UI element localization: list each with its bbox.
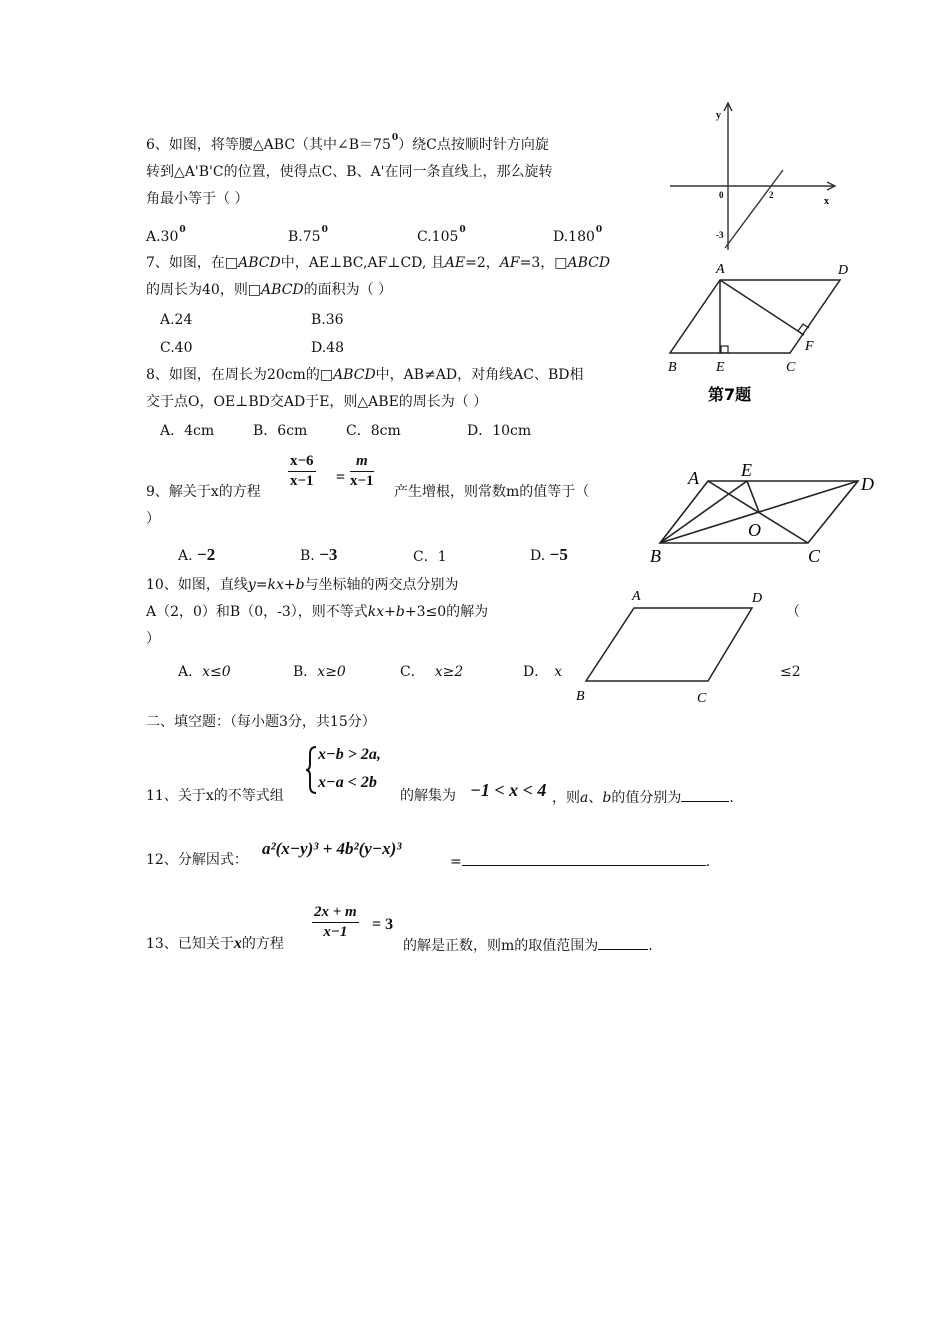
q10-option-c-label: C． bbox=[400, 664, 425, 680]
fig10-label-b: B bbox=[576, 689, 585, 704]
q11-mid: 的解集为 bbox=[400, 788, 456, 804]
q7-line2-a: 的周长为40，则 bbox=[146, 282, 248, 298]
q13-line bbox=[146, 935, 284, 953]
q13-label: 13、已知关于 bbox=[146, 936, 234, 952]
q9-line2: ） bbox=[146, 511, 160, 527]
q7-af: AF bbox=[499, 255, 520, 271]
fig7-label-a: A bbox=[716, 262, 725, 277]
q10-option-d-variable: x bbox=[554, 664, 563, 680]
q6-line3: 角最小等于（ ） bbox=[146, 191, 249, 207]
q11-solution: −1 < x < 4 bbox=[470, 780, 547, 800]
q7-parallelogram-3: □ABCD bbox=[247, 282, 304, 298]
q10-option-b-label: B． bbox=[293, 664, 318, 680]
q6-option-c bbox=[417, 225, 466, 248]
q9-option-a-label: A. bbox=[178, 548, 193, 564]
q6-line2: 转到△A'B'C的位置，使得点C、B、A'在同一条直线上，那么旋转 bbox=[146, 164, 553, 180]
q9-line1-b: 产生增根，则常数m的值等于（ bbox=[394, 484, 590, 500]
fig8-label-d: D bbox=[861, 474, 874, 494]
fig8-segment-oe bbox=[747, 481, 759, 512]
q6-origin-label: 0 bbox=[719, 190, 724, 200]
q9-option-b bbox=[300, 546, 337, 565]
q6-degree-mark: 0 bbox=[391, 133, 399, 143]
q9-option-d-value: −5 bbox=[549, 545, 568, 564]
fig7-label-c: C bbox=[786, 360, 796, 375]
q10-line2-a: A（2，0）和B（0，-3），则不等式 bbox=[146, 604, 368, 620]
q8-line1-a: 8、如图，在周长为20cm的 bbox=[146, 367, 320, 383]
q12-answer-blank[interactable] bbox=[462, 851, 706, 866]
fig7-parallelogram bbox=[664, 258, 864, 408]
fig7-segment-af bbox=[720, 280, 804, 335]
q9-equals: = bbox=[336, 469, 346, 486]
q9-line1-a: 9、解关于x的方程 bbox=[146, 484, 261, 500]
q7-option-a: A.24 bbox=[160, 312, 193, 328]
q13-end-b: . bbox=[648, 938, 653, 954]
q10-line1-a: 10、如图，直线 bbox=[146, 577, 248, 593]
fig7-caption: 第7题 bbox=[708, 385, 752, 404]
q8-line2: 交于点O，OE⊥BD交AD于E，则△ABE的周长为（ ） bbox=[146, 394, 488, 410]
q6-line-graph bbox=[725, 170, 783, 248]
q11-answer-blank[interactable] bbox=[681, 787, 729, 802]
q6-line1 bbox=[146, 133, 549, 156]
q10-line2-b: +3≤0的解为 bbox=[404, 604, 489, 620]
q13-var-x: x bbox=[233, 935, 242, 952]
q13-answer-blank[interactable] bbox=[598, 935, 648, 950]
q6-option-d bbox=[553, 225, 603, 248]
q13-fraction bbox=[312, 904, 359, 941]
q6-line1-end: ）绕C点按顺时针方向旋 bbox=[398, 137, 549, 153]
q9-fraction-right-numerator: m bbox=[350, 453, 374, 472]
q7-option-d: D.48 bbox=[311, 340, 344, 356]
q7-eq2: =2， bbox=[465, 255, 500, 271]
q9-option-b-label: B. bbox=[300, 548, 315, 564]
fig8-label-a: A bbox=[688, 468, 699, 488]
q10-option-b bbox=[293, 663, 346, 681]
q7-parallelogram-1: □ABCD bbox=[224, 255, 281, 271]
q11-system-line2: x−a < 2b bbox=[318, 774, 377, 791]
fig7-label-f: F bbox=[805, 339, 814, 354]
q12-answer bbox=[450, 851, 710, 871]
q11-var-a: a bbox=[580, 790, 589, 806]
q7-line1-a: 7、如图，在 bbox=[146, 255, 225, 271]
q9-fraction-left-numerator: x−6 bbox=[288, 453, 316, 472]
fig7-label-d: D bbox=[838, 263, 849, 278]
q11-end-c: . bbox=[729, 790, 734, 806]
q11-end-a: ，则 bbox=[552, 790, 580, 806]
fig7-label-e: E bbox=[716, 360, 725, 375]
q7-eq3: =3， bbox=[519, 255, 555, 271]
q6-option-a bbox=[146, 225, 186, 248]
q13-end bbox=[403, 935, 653, 955]
q6-coordinate-figure bbox=[668, 102, 848, 252]
fig7-right-angle-f bbox=[798, 324, 809, 331]
q6-option-c-text: C.105 bbox=[417, 229, 459, 245]
q11-system-line1: x−b > 2a, bbox=[318, 746, 381, 763]
q10-option-a-label: A． bbox=[178, 664, 203, 680]
q10-option-c bbox=[400, 663, 463, 681]
q6-y-tick-label: -3 bbox=[716, 230, 724, 240]
q9-option-c: C．1 bbox=[413, 549, 447, 565]
q10-line1 bbox=[146, 576, 459, 594]
q7-option-c: C.40 bbox=[160, 340, 193, 356]
q8-option-a: A．4cm bbox=[160, 423, 215, 439]
q6-option-b-degree: 0 bbox=[321, 225, 328, 235]
q10-option-b-value: x≥0 bbox=[317, 664, 346, 680]
q10-paren-open: （ bbox=[786, 604, 800, 620]
q8-option-d: D．10cm bbox=[467, 423, 532, 439]
q6-option-a-degree: 0 bbox=[179, 225, 186, 235]
q8-line1-b: 中，AB≠AD，对角线AC、BD相 bbox=[375, 367, 584, 383]
fig10-parallelogram bbox=[570, 586, 770, 706]
q10-line3: ） bbox=[146, 631, 160, 647]
q7-line1 bbox=[146, 254, 610, 272]
q9-fraction-right bbox=[350, 453, 374, 490]
q6-option-d-degree: 0 bbox=[595, 225, 603, 235]
fig7-right-angle-e bbox=[721, 346, 728, 353]
q12-label: 12、分解因式： bbox=[146, 852, 248, 868]
q12-expression: a²(x−y)³ + 4b²(y−x)³ bbox=[262, 839, 402, 858]
q6-option-d-text: D.180 bbox=[553, 229, 595, 245]
q7-parallelogram-2: □ABCD bbox=[554, 255, 611, 271]
q7-line1-b: 中，AE⊥BC,AF⊥CD, 且 bbox=[280, 255, 445, 271]
q10-option-c-value: x≥2 bbox=[434, 664, 464, 680]
q10-option-d-value: ≤2 bbox=[780, 664, 801, 680]
q10-option-d bbox=[523, 663, 562, 681]
q13-end-text: 的解是正数，则m的取值范围为 bbox=[403, 938, 599, 954]
q10-option-a-value: x≤0 bbox=[202, 664, 231, 680]
q10-option-a bbox=[178, 663, 231, 681]
fig8-parallelogram bbox=[648, 458, 888, 568]
fig10-outline bbox=[586, 608, 752, 681]
q11-end-b: 的值分别为 bbox=[611, 790, 682, 806]
q6-line1-text: 6、如图，将等腰△ABC（其中∠B＝75 bbox=[146, 137, 391, 153]
q6-option-b-text: B.75 bbox=[288, 229, 321, 245]
q10-line2 bbox=[146, 603, 488, 621]
q12-equals: = bbox=[450, 854, 462, 870]
fig7-outline bbox=[670, 280, 840, 353]
q13-equals-three: = 3 bbox=[372, 916, 394, 933]
q12-end: . bbox=[705, 854, 711, 870]
q8-option-b: B．6cm bbox=[253, 423, 308, 439]
q6-y-label: y bbox=[716, 110, 721, 121]
q7-line2-b: 的面积为（ ） bbox=[303, 282, 393, 298]
q9-option-d bbox=[530, 546, 568, 565]
fig7-label-b: B bbox=[668, 360, 677, 375]
q11-end bbox=[552, 787, 734, 807]
fig10-label-c: C bbox=[697, 691, 707, 706]
q6-option-c-degree: 0 bbox=[459, 225, 466, 235]
fig8-label-o: O bbox=[748, 520, 761, 540]
q6-x-tick-label: 2 bbox=[769, 190, 774, 200]
q6-option-a-text: A.30 bbox=[146, 229, 179, 245]
fig10-label-d: D bbox=[752, 591, 763, 606]
fig8-label-c: C bbox=[808, 546, 821, 566]
q9-fraction-left bbox=[288, 453, 316, 490]
q10-option-d-label: D． bbox=[523, 664, 549, 680]
fig8-label-e: E bbox=[741, 460, 752, 480]
q7-line2 bbox=[146, 281, 392, 299]
fig10-label-a: A bbox=[632, 589, 641, 604]
q10-line1-b: 与坐标轴的两交点分别为 bbox=[304, 577, 459, 593]
fig8-segment-be bbox=[660, 481, 747, 543]
q13-mid: 的方程 bbox=[241, 936, 284, 952]
q13-fraction-denominator: x−1 bbox=[323, 924, 348, 940]
q8-option-c: C．8cm bbox=[346, 423, 401, 439]
fig8-label-b: B bbox=[650, 546, 661, 566]
q9-fraction-right-denominator: x−1 bbox=[350, 473, 374, 489]
section-2-title: 二、填空题：（每小题3分，共15分） bbox=[146, 714, 376, 730]
q10-line-equation: y=kx+b bbox=[247, 577, 305, 593]
q8-line1 bbox=[146, 366, 583, 384]
q6-x-label: x bbox=[824, 196, 829, 207]
q11-label: 11、关于x的不等式组 bbox=[146, 788, 284, 804]
q11-sep: 、 bbox=[588, 790, 603, 806]
q8-parallelogram: □ABCD bbox=[319, 367, 376, 383]
q11-system-brace bbox=[306, 746, 318, 794]
q7-option-b: B.36 bbox=[311, 312, 344, 328]
q9-option-a-value: −2 bbox=[197, 545, 216, 564]
q11-var-b: b bbox=[602, 790, 612, 806]
q10-inequality-expr: kx+b bbox=[367, 604, 405, 620]
q6-option-b bbox=[288, 225, 328, 248]
q13-fraction-numerator: 2x + m bbox=[312, 904, 359, 923]
q9-option-d-label: D. bbox=[530, 548, 546, 564]
q7-ae: AE bbox=[444, 255, 466, 271]
q9-option-a bbox=[178, 546, 215, 565]
q9-fraction-left-denominator: x−1 bbox=[290, 473, 314, 489]
q9-option-b-value: −3 bbox=[319, 545, 338, 564]
